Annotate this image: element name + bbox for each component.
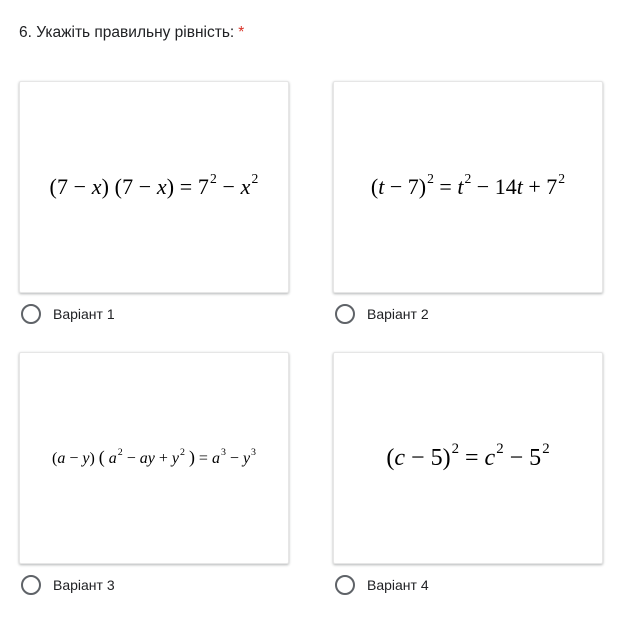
option-3-image-card[interactable] [19, 352, 289, 564]
option-3-label[interactable]: Варіант 3 [53, 577, 115, 593]
option-4 [333, 352, 603, 596]
option-2 [333, 81, 603, 325]
option-2-radio-row[interactable] [333, 303, 603, 325]
option-2-formula: $(t - 7)^2 = t^2 - 14t + 7^2$ [370, 171, 566, 199]
option-1-radio-row[interactable] [19, 303, 289, 325]
option-3 [19, 352, 289, 596]
option-1-radio[interactable] [21, 304, 41, 324]
required-star: * [238, 24, 245, 41]
option-4-image-card[interactable] [333, 352, 603, 564]
option-2-radio[interactable] [335, 304, 355, 324]
option-1-label[interactable]: Варіант 1 [53, 306, 115, 322]
question-title [19, 23, 244, 43]
option-4-radio[interactable] [335, 575, 355, 595]
option-4-radio-row[interactable] [333, 574, 603, 596]
option-4-formula: $(c - 5)^2 = c^2 - 5^2$ [386, 441, 550, 471]
option-2-label[interactable]: Варіант 2 [367, 306, 429, 322]
option-4-label[interactable]: Варіант 4 [367, 577, 429, 593]
option-3-radio-row[interactable] [19, 574, 289, 596]
option-1 [19, 81, 289, 325]
option-2-image-card[interactable] [333, 81, 603, 293]
option-1-formula: (7 − x) $(7 - x) = 7^2 - x^2$ [49, 171, 259, 199]
option-3-formula: (a − y) ( $a^2$ − ay + $y^2$ ) = $a^3 - y^3$ [52, 447, 256, 467]
question-text: 6. Укажіть правильну рівність: [19, 24, 235, 41]
option-1-image-card[interactable] [19, 81, 289, 293]
option-3-radio[interactable] [21, 575, 41, 595]
